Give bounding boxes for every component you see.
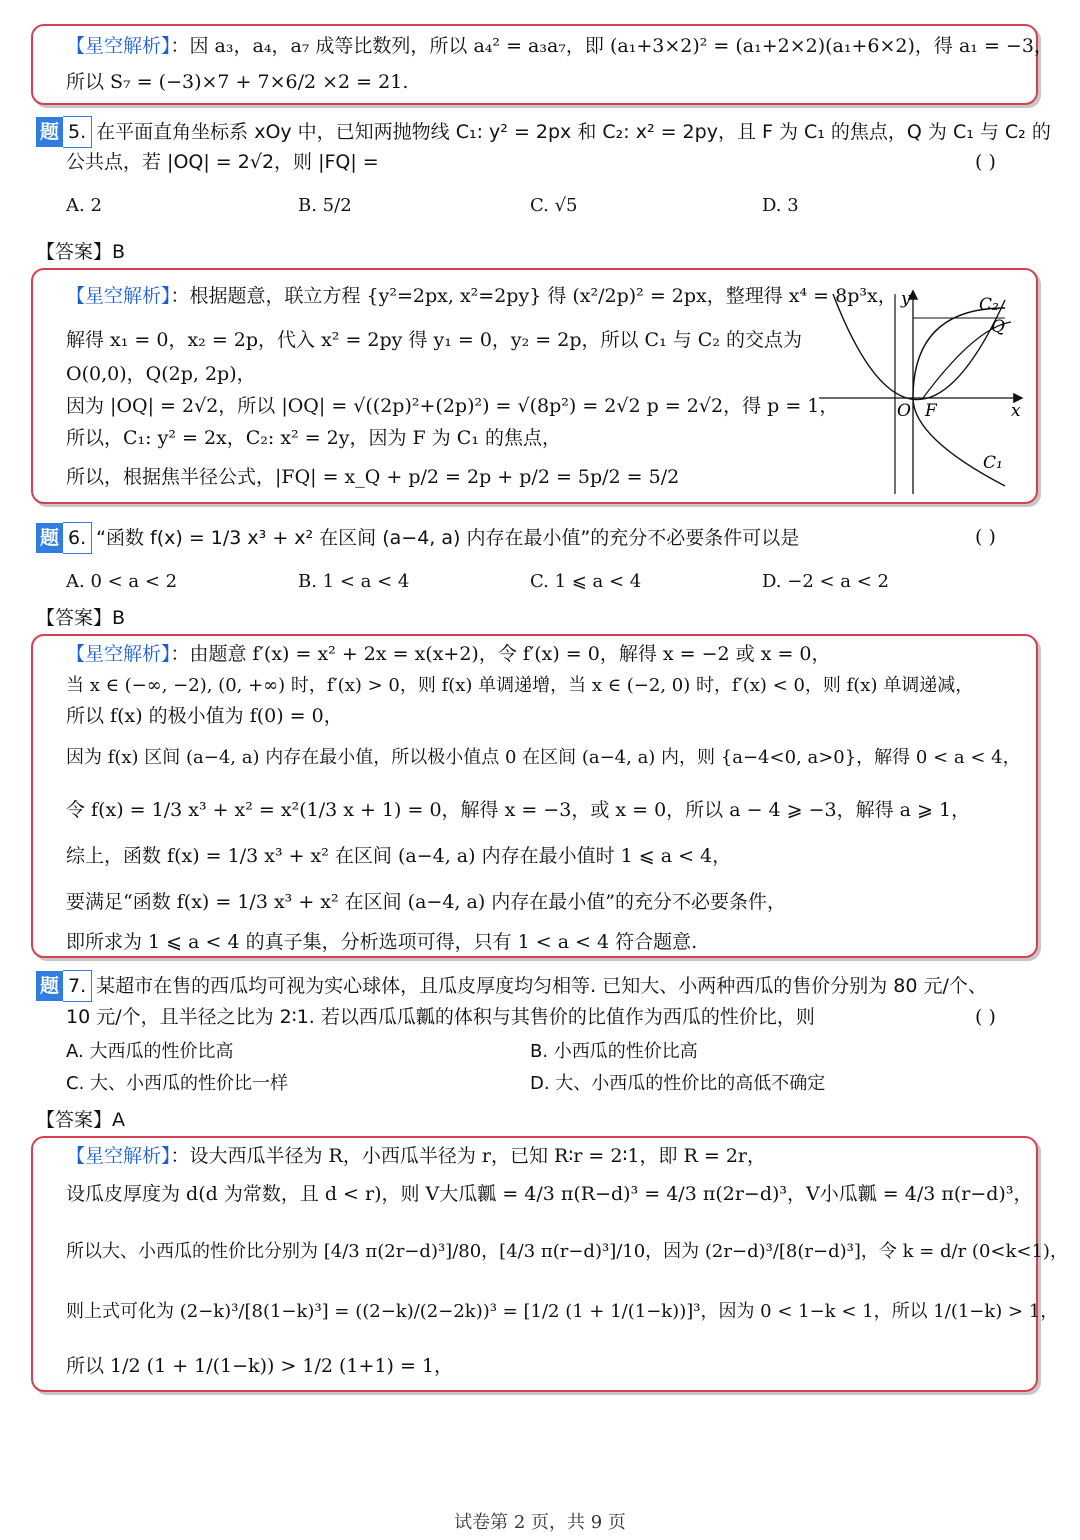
q5-stem-line-1: 题 5. 在平面直角坐标系 xOy 中，已知两抛物线 C₁: y² = 2px 和 C₂: x² = 2py，且 F 为 C₁ 的焦点，Q 为 C₁ 与 C₂ 的	[36, 116, 1051, 148]
q7-analysis-line-3: 所以大、小西瓜的性价比分别为 [4/3 π(2r−d)³]/80，[4/3 π(r−d)³]/10，因为 (2r−d)³/[8(r−d)³]，令 k = d/r (0<k<1)，	[66, 1241, 1068, 1262]
q5-analysis-line-3: O(0,0)，Q(2p, 2p)，	[66, 363, 256, 385]
q5-option-a: A. 2	[66, 195, 102, 216]
fig-label-y: y	[901, 289, 911, 309]
q5-answer: 【答案】B	[36, 241, 126, 263]
q6-analysis-line-1: 【星空解析】：由题意 f′(x) = x² + 2x = x(x+2)，令 f′(x) = 0，解得 x = −2 或 x = 0，	[66, 643, 831, 665]
page-footer: 试卷第 2 页，共 9 页	[454, 1512, 626, 1533]
q5-analysis-line-5: 所以，C₁: y² = 2x，C₂: x² = 2y，因为 F 为 C₁ 的焦点，	[66, 427, 561, 449]
q5-stem-line-2: 公共点，若 |OQ| = 2√2，则 |FQ| =	[66, 151, 379, 173]
q6-option-b: B. 1 < a < 4	[298, 571, 410, 592]
q6-analysis-line-4: 因为 f(x) 区间 (a−4, a) 内存在最小值，所以极小值点 0 在区间 (a−4, a) 内，则 {a−4<0, a>0}，解得 0 < a < 4，	[66, 747, 1021, 768]
question-number: 7.	[63, 970, 92, 1002]
q5-option-b: B. 5/2	[298, 195, 352, 216]
parabola-figure	[815, 288, 1025, 498]
q5-analysis-line-4: 因为 |OQ| = 2√2，所以 |OQ| = √((2p)²+(2p)²) = √(8p²) = 2√2 p = 2√2，得 p = 1，	[66, 395, 839, 417]
q5-analysis-line-2: 解得 x₁ = 0，x₂ = 2p，代入 x² = 2py 得 y₁ = 0，y₂ = 2p，所以 C₁ 与 C₂ 的交点为	[66, 329, 802, 351]
q7-option-d: D. 大、小西瓜的性价比的高低不确定	[530, 1073, 826, 1094]
q5-analysis-line-6: 所以，根据焦半径公式，|FQ| = x_Q + p/2 = 2p + p/2 = 5p/2 = 5/2	[66, 466, 680, 488]
q7-analysis-line-4: 则上式可化为 (2−k)³/[8(1−k)³] = ((2−k)/(2−2k))³ = [1/2 (1 + 1/(1−k))]³，因为 0 < 1−k < 1，所以 1/(1−k) > 1，	[66, 1301, 1059, 1322]
fig-label-f: F	[925, 401, 937, 421]
q6-analysis-line-2: 当 x ∈ (−∞, −2), (0, +∞) 时，f′(x) > 0，则 f(x) 单调递增，当 x ∈ (−2, 0) 时，f′(x) < 0，则 f(x) 单调递减，	[66, 675, 974, 696]
q6-option-a: A. 0 < a < 2	[66, 571, 178, 592]
q7-option-a: A. 大西瓜的性价比高	[66, 1041, 234, 1062]
q5-answer-blank: ( )	[975, 151, 996, 173]
q6-analysis-line-6: 综上，函数 f(x) = 1/3 x³ + x² 在区间 (a−4, a) 内存在最小值时 1 ⩽ a < 4，	[66, 845, 732, 867]
fig-label-c2: C₂	[979, 295, 999, 315]
question-number: 5.	[63, 116, 92, 148]
fig-label-c1: C₁	[983, 453, 1003, 473]
q7-answer: 【答案】A	[36, 1109, 125, 1131]
q7-option-c: C. 大、小西瓜的性价比一样	[66, 1073, 289, 1094]
q7-answer-blank: ( )	[975, 1006, 996, 1028]
question-label: 题	[36, 117, 63, 147]
q7-option-b: B. 小西瓜的性价比高	[530, 1041, 698, 1062]
q4-analysis-line-2: 所以 S₇ = (−3)×7 + 7×6/2 ×2 = 21.	[66, 71, 409, 93]
analysis-tag: 【星空解析】	[66, 643, 171, 665]
question-number: 6.	[63, 522, 92, 554]
q6-answer: 【答案】B	[36, 607, 126, 629]
q7-analysis-box	[31, 1136, 1068, 1392]
q5-option-c: C. √5	[530, 195, 578, 216]
q4-analysis-line-1: 【星空解析】：因 a₃，a₄，a₇ 成等比数列，所以 a₄² = a₃a₇，即 (a₁+3×2)² = (a₁+2×2)(a₁+6×2)，得 a₁ = −3，	[66, 35, 1053, 57]
q7-analysis-line-1: 【星空解析】：设大西瓜半径为 R，小西瓜半径为 r，已知 R∶r = 2∶1，即 R = 2r，	[66, 1145, 766, 1167]
q5-analysis-box	[31, 268, 1038, 504]
question-label: 题	[36, 971, 63, 1001]
q7-analysis-line-2: 设瓜皮厚度为 d(d 为常数，且 d < r)，则 V大瓜瓤 = 4/3 π(R−d)³ = 4/3 π(2r−d)³，V小瓜瓤 = 4/3 π(r−d)³，	[66, 1183, 1033, 1205]
q7-stem-line-2: 10 元/个，且半径之比为 2∶1. 若以西瓜瓜瓤的体积与其售价的比值作为西瓜的性价比，则	[66, 1006, 815, 1028]
question-label: 题	[36, 523, 63, 553]
q6-analysis-line-5: 令 f(x) = 1/3 x³ + x² = x²(1/3 x + 1) = 0，解得 x = −3，或 x = 0，所以 a − 4 ⩾ −3，解得 a ⩾ 1，	[66, 799, 971, 821]
analysis-tag: 【星空解析】	[66, 285, 171, 307]
q6-analysis-box	[31, 634, 1038, 958]
fig-label-q: Q	[991, 317, 1005, 337]
q6-stem: 题 6. “函数 f(x) = 1/3 x³ + x² 在区间 (a−4, a) 内存在最小值”的充分不必要条件可以是	[36, 522, 799, 554]
q7-analysis-line-5: 所以 1/2 (1 + 1/(1−k)) > 1/2 (1+1) = 1，	[66, 1355, 454, 1377]
q5-analysis-line-1: 【星空解析】：根据题意，联立方程 {y²=2px, x²=2py} 得 (x²/2p)² = 2px，整理得 x⁴ = 8p³x，	[66, 285, 897, 307]
fig-label-o: O	[897, 401, 911, 421]
q5-option-d: D. 3	[762, 195, 799, 216]
q6-analysis-line-7: 要满足“函数 f(x) = 1/3 x³ + x² 在区间 (a−4, a) 内存在最小值”的充分不必要条件，	[66, 891, 787, 913]
q4-analysis-box	[31, 24, 1053, 105]
q6-answer-blank: ( )	[975, 526, 996, 548]
q6-analysis-line-3: 所以 f(x) 的极小值为 f(0) = 0，	[66, 705, 343, 727]
q6-option-d: D. −2 < a < 2	[762, 571, 890, 592]
analysis-tag: 【星空解析】	[66, 35, 171, 57]
q6-option-c: C. 1 ⩽ a < 4	[530, 571, 642, 592]
q6-analysis-line-8: 即所求为 1 ⩽ a < 4 的真子集，分析选项可得，只有 1 < a < 4 符合题意.	[66, 931, 698, 953]
q7-stem-line-1: 题 7. 某超市在售的西瓜均可视为实心球体，且瓜皮厚度均匀相等. 已知大、小两种西瓜的售价分别为 80 元/个、	[36, 970, 987, 1002]
analysis-tag: 【星空解析】	[66, 1145, 171, 1167]
fig-label-x: x	[1011, 401, 1021, 421]
